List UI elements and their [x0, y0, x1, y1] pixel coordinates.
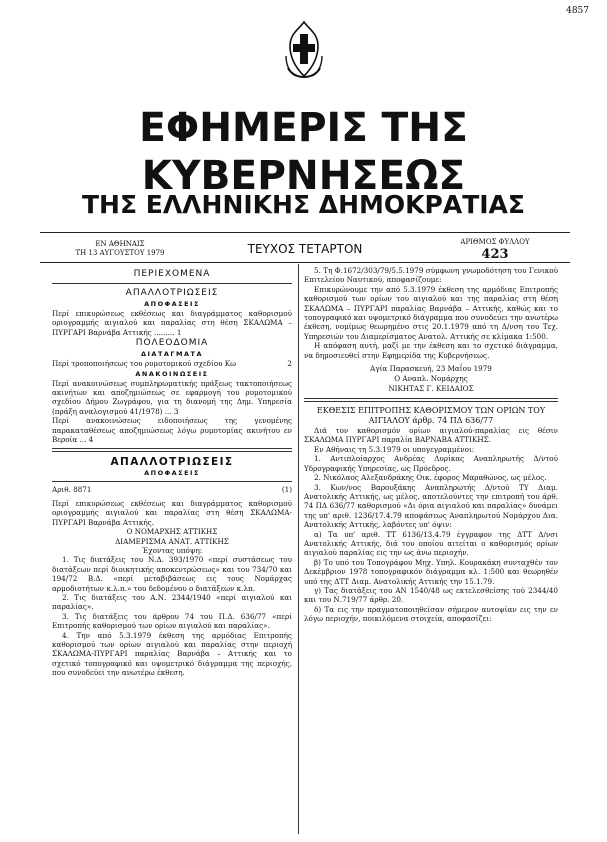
contents-item-text: Περί ανακοινώσεως ειδοποιήσεως της γενομένης παρακαταθέσεως αποζημιώσεως λόγω ρυμοτομίας ακινήτου εν Βεροία	[52, 416, 292, 445]
contents-item-text: Περί τροποποιήσεως του ρυμοτομικού σχεδίου Κω	[52, 359, 237, 369]
member-item: 1. Αντιπλοίαρχος Ανδρέας Λυρίκας Αναπληρωτής Δ/ντού Υδρογραφικής Υπηρεσίας, ως Πρόεδρος.	[304, 454, 558, 473]
paragraph: Επικυρώνουμε την από 5.3.1979 έκθεση της αρμόδιας Επιτροπής καθορισμού των ορίων του αιγιαλού και της παραλίας στη θέση ΣΚΑΛΩΜΑ – ΠΥΡΓΑΡΙ παραλίας Βαρνάβα – Αττικής, καθώς και το τοπογραφικό και υψομετρικό διάγραμμα που συνοδεύει την ανωτέρω έκθεση, νομίμως θεωρημένο στις 20.1.1979 από τη Δ/νση του Τεχ. Υπηρεσιών του Διαμερίσματος Ανατολ. Αττικής σε κλίμακα 1:500.	[304, 284, 558, 341]
having-regard: Έχοντας υπόψη:	[141, 545, 203, 555]
decision-number-row	[52, 485, 292, 494]
decision-number: Αριθ. 8871	[52, 485, 92, 495]
member-item: 2. Νικόλαος Αλεξανδράκης Οικ. έφορος Μαραθώνος, ως μέλος.	[314, 473, 547, 483]
issuer-line: Ο ΝΟΜΑΡΧΗΣ ΑΤΤΙΚΗΣ	[126, 527, 218, 537]
decision-subheading: ΑΠΟΦΑΣΕΙΣ	[144, 469, 200, 478]
paragraph: δ) Τα εις την πραγματοποιηθείσαν σήμερον αυτοψίαν εις την εν λόγω περιοχήν, ποικιλόμενα στοιχεία, αποφασίζει:	[304, 604, 558, 624]
paragraph: Εν Αθήναις τη 5.3.1979 οι υπογεγραμμένοι:	[314, 444, 475, 454]
issue-place: ΕΝ ΑΘΗΝΑΙΣ	[95, 240, 145, 248]
paragraph: 2. Τις διατάξεις του Α.Ν. 2344/1940 «περί αιγιαλού και παραλίας».	[52, 592, 292, 612]
section-rule	[304, 398, 558, 402]
signer-title: Ο Αναπλ. Νομάρχης	[394, 374, 468, 384]
paragraph: 4. Την από 5.3.1979 έκθεση της αρμόδιας Επιτροπής καθορισμού των ορίων αιγιαλού και παραλίας στην περιοχή ΣΚΑΛΩΜΑ-ΠΥΡΓΑΡΙ παραλίας Βαρνάβα – Αττικής και το σχετικό τοπογραφικό και υψομετρικό διάγραμμα της περιοχής, που συνοδεύει την ανωτέρω έκθεση.	[52, 630, 292, 678]
contents-subheading: ΔΙΑΤΑΓΜΑΤΑ	[140, 350, 204, 359]
contents-item-page: 3	[173, 406, 179, 416]
issue-place-date	[60, 240, 180, 258]
issuer-line: ΔΙΑΜΕΡΙΣΜΑ ΑΝΑΤ. ΑΤΤΙΚΗΣ	[115, 536, 229, 546]
paragraph: β) Το υπό του Τοπογράφου Μηχ. Υπηλ. Κουρακάκη συνταχθέν τον Δεκέμβριον 1978 τοπογραφικόν διάγραμμα κλ. 1:500 και θεωρηθέν υπό της ΔΤΤ Διαμ. Ανατολικής Αττικής την 15.1.79.	[304, 557, 558, 586]
paragraph: Η απόφαση αυτή, μαζί με την έκθεση και το σχετικό διάγραμμα, να δημοσιευθεί στην Εφημερίδα της Κυβερνήσεως.	[304, 341, 558, 360]
contents-heading: ΠΕΡΙΕΧΟΜΕΝΑ	[133, 269, 211, 279]
contents-item-text: Περί ανακοινώσεως συμπληρωματικής πράξεως τακτοποιήσεως ακινήτων και αποζημιώσεως σε εφαρμογή του ρυμοτομικού σχεδίου Δήμου Ζωγράφου, για τη διανομή της Δημ. Υπηρεσία (πράξη αναλογισμού 41/1978)	[52, 378, 292, 416]
contents-item	[52, 359, 292, 368]
right-column	[304, 266, 558, 624]
gazette-subtitle: ΤΗΣ ΕΛΛΗΝΙΚΗΣ ΔΗΜΟΚΡΑΤΙΑΣ	[82, 190, 525, 219]
contents-item: Περί ανακοινώσεως συμπληρωματικής πράξεως τακτοποιήσεως ακινήτων και αποζημιώσεως σε εφαρμογή του ρυμοτομικού σχεδίου Δήμου Ζωγράφου, για τη διανομή της Δημ. Υπηρεσία (πράξη αναλογισμού 41/1978) ... 3	[52, 378, 292, 416]
member-item: 3. Κων/νος Βαρουξάκης Αναπληρωτής Δ/ντού ΤΥ Διαμ. Ανατολικής Αττικής, ως μέλος, αποτελούντες την επιτροπή του άρθ. 74 ΠΔ 636/77 καθορισμού «Δι όρια αιγιαλού και παραλίας» δυνάμει της υπ' αριθ. 1236/17.4.79 αποφάσεως Αναπληρωτού Νομάρχου Δια. Ανατολικής Αττικής, λαβόντες υπ' όψιν:	[304, 482, 558, 530]
gazette-title: ΕΦΗΜΕΡΙΣ ΤΗΣ ΚΥΒΕΡΝΗΣΕΩΣ	[139, 105, 468, 199]
coat-of-arms-icon	[284, 20, 324, 82]
page-number: 4857	[566, 6, 589, 16]
contents-item-page: 4	[88, 435, 94, 445]
signer-name: ΝΙΚΗΤΑΣ Γ. ΚΕΙΔΑΙΟΣ	[388, 384, 474, 394]
place-date: Αγία Παρασκευή, 23 Μαΐου 1979	[370, 364, 492, 374]
sheet-box	[440, 238, 550, 262]
contents-item-page: 1	[176, 327, 182, 337]
contents-subheading: ΑΠΟΦΑΣΕΙΣ	[144, 300, 200, 308]
decision-marker: (1)	[281, 485, 292, 495]
contents-item-text: Περί επικυρώσεως εκθέσεως και διαγράμματος καθορισμού οριογραμμής αιγιαλού και παραλίας στη θέση ΣΚΑΛΩΜΑ – ΠΥΡΓΑΡΙ Βαρνάβα Αττικής	[52, 309, 292, 337]
section-rule	[52, 448, 292, 452]
paragraph: Διά τον καθορισμόν ορίων αιγιαλού-παραλίας εις θέσιν ΣΚΑΛΩΜΑ ΠΥΡΓΑΡΙ παραλία ΒΑΡΝΑΒΑ ΑΤΤΙΚΗΣ.	[304, 426, 558, 445]
paragraph: 3. Τις διατάξεις του άρθρου 74 του Π.Δ. 636/77 «περί Επιτροπής καθορισμού των ορίων αιγιαλού και παραλίας».	[52, 611, 292, 631]
rule	[52, 481, 292, 482]
contents-section-heading: ΑΠΑΛΛΟΤΡΙΩΣΕΙΣ	[125, 288, 219, 298]
paragraph: 1. Τις διατάξεις του Ν.Δ. 393/1970 «περί συστάσεως του διατάξεων περί διοικητικής αποκεντρώσεως» και του 734/70 και 194/72 Β.Δ. «περί μεταβιβάσεως εις τους Νομάρχας αρμοδιοτήτων κ.λ.π.» του δεδομένου ο διατάξεων κ.λπ.	[52, 555, 292, 593]
header-bottom-rule	[40, 262, 570, 263]
contents-section-heading: ΠΟΛΕΟΔΟΜΙΑ	[135, 338, 209, 349]
column-divider	[298, 264, 299, 834]
issue-date: ΤΗ 13 ΑΥΓΟΥΣΤΟΥ 1979	[75, 249, 165, 257]
contents-item-page: 2	[287, 359, 292, 369]
contents-item: Περί επικυρώσεως εκθέσεως και διαγράμματος καθορισμού οριογραμμής αιγιαλού και παραλίας στη θέση ΣΚΑΛΩΜΑ – ΠΥΡΓΑΡΙ Βαρνάβα Αττικής ......... 1	[52, 309, 292, 337]
paragraph: 5. Τη Φ.1672/303/79/5.5.1979 σύμφωνη γνωμοδότηση του Γενικού Επιτελείου Ναυτικού, αποφασίζουμε:	[304, 266, 558, 285]
paragraph: α) Τα υπ' αριθ. ΤΤ 6136/13.4.79 έγγραφον της ΔΤΤ Δ/νσι Ανατολικής Αττικής, διά του οποίου αιτείται ο καθορισμός ορίων αιγιαλού παραλίας εις την ως άνω περιοχήν.	[304, 529, 558, 558]
decision-summary: Περί επικυρώσεως εκθέσεως και διαγράμματος καθορισμού οριογραμμής αιγιαλού και παραλίας στη θέση ΣΚΑΛΩΜΑ-ΠΥΡΓΑΡΙ Βαρνάβα Αττικής.	[52, 498, 292, 527]
rule	[52, 283, 292, 284]
decision-heading: ΑΠΑΛΛΟΤΡΙΩΣΕΙΣ	[110, 456, 234, 469]
header-top-rule	[40, 232, 570, 233]
paragraph: γ) Τας διατάξεις του ΑΝ 1540/48 ως εκτελεσθείσης τού 2344/40 και του Ν.719/77 άρθρ. 20.	[304, 585, 558, 605]
contents-item: Περί ανακοινώσεως ειδοποιήσεως της γενομένης παρακαταθέσεως αποζημιώσεως λόγω ρυμοτομίας ακινήτου εν Βεροία ... 4	[52, 416, 292, 445]
issue-series: ΤΕΥΧΟΣ ΤΕΤΑΡΤΟΝ	[247, 242, 363, 256]
sheet-label: ΑΡΙΘΜΟΣ ΦΥΛΛΟΥ	[460, 238, 530, 246]
contents-subheading: ΑΝΑΚΟΙΝΩΣΕΙΣ	[135, 369, 209, 378]
left-column	[52, 268, 292, 678]
report-title: ΕΚΘΕΣΙΣ ΕΠΙΤΡΟΠΗΣ ΚΑΘΟΡΙΣΜΟΥ ΤΩΝ ΟΡΙΩΝ ΤΟΥ ΑΙΓΙΑΛΟΥ άρθρ. 74 ΠΔ 636/77	[316, 406, 546, 426]
sheet-number: 423	[481, 247, 509, 262]
